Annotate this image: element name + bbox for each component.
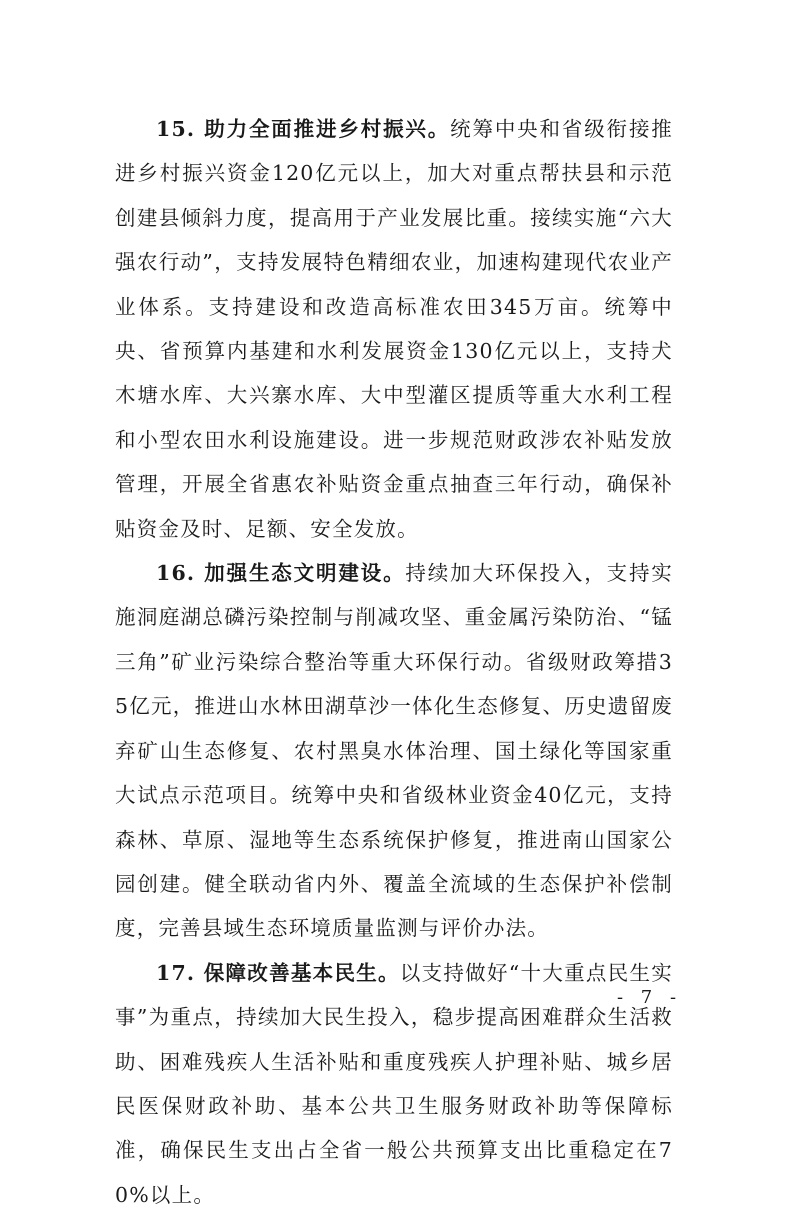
paragraph-text: 持续加大环保投入，支持实施洞庭湖总磷污染控制与削减攻坚、重金属污染防治、“锰三角”矿业污染综合整治等重大环保行动。省级财政筹措35亿元，推进山水林田湖草沙一体化生态修复、历史遗留废弃矿山生态修复、农村黑臭水体治理、国土绿化等国家重大试点示范项目。统筹中央和省级林业资金40亿元，支持森林、草原、湿地等生态系统保护修复，推进南山国家公园创建。健全联动省内外、覆盖全流域的生态保护补偿制度，完善县域生态环境质量监测与评价办法。: [115, 561, 673, 941]
paragraph-text: 以支持做好“十大重点民生实事”为重点，持续加大民生投入，稳步提高困难群众生活救助、困难残疾人生活补贴和重度残疾人护理补贴、城乡居民医保财政补助、基本公共卫生服务财政补助等保障标准，确保民生支出占全省一般公共预算支出比重稳定在70%以上。: [115, 960, 673, 1207]
paragraph-15: [115, 107, 673, 551]
paragraph-heading: 15. 助力全面推进乡村振兴。: [156, 117, 451, 141]
paragraph-heading: 17. 保障改善基本民生。: [156, 960, 400, 985]
paragraph-16: [115, 551, 673, 951]
page-number: - 7 -: [617, 987, 683, 1008]
paragraph-17: [115, 951, 673, 1217]
paragraph-heading: 16. 加强生态文明建设。: [156, 561, 406, 586]
document-body: [115, 107, 673, 1217]
paragraph-text: 统筹中央和省级衔接推进乡村振兴资金120亿元以上，加大对重点帮扶县和示范创建县倾斜力度，提高用于产业发展比重。接续实施“六大强农行动”，支持发展特色精细农业，加速构建现代农业产业体系。支持建设和改造高标准农田345万亩。统筹中央、省预算内基建和水利发展资金130亿元以上，支持犬木塘水库、大兴寨水库、大中型灌区提质等重大水利工程和小型农田水利设施建设。进一步规范财政涉农补贴发放管理，开展全省惠农补贴资金重点抽查三年行动，确保补贴资金及时、足额、安全发放。: [115, 117, 673, 541]
